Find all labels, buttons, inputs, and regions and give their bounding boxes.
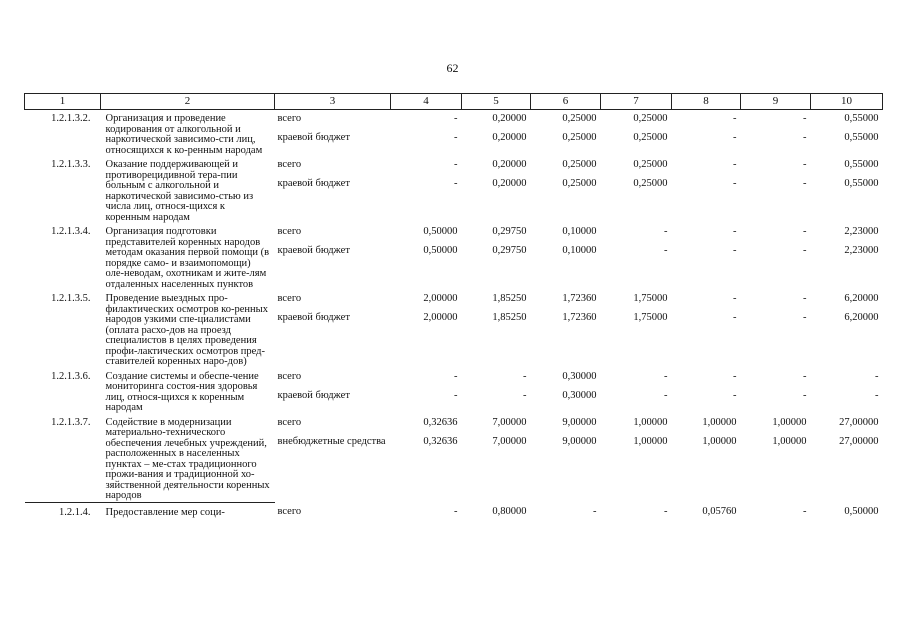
value: - <box>733 113 737 124</box>
value: 0,80000 <box>492 506 527 517</box>
value: - <box>733 178 737 189</box>
table-row <box>25 290 883 368</box>
value-cell <box>601 502 672 526</box>
value-cell <box>391 290 462 368</box>
value: 7,00000 <box>492 416 527 428</box>
column-header: 2 <box>101 94 275 110</box>
funding-kind: краевой бюджет <box>277 245 350 256</box>
value: 9,00000 <box>562 416 597 428</box>
value-cell <box>531 502 601 526</box>
value: - <box>803 178 807 189</box>
funding-kind-cell <box>275 110 391 157</box>
value: 1,75000 <box>633 293 668 304</box>
column-header: 6 <box>531 94 601 110</box>
value: 7,00000 <box>492 435 527 447</box>
funding-kind: всего <box>277 293 302 304</box>
value: 1,72360 <box>562 312 597 323</box>
value-cell <box>811 502 883 526</box>
value: - <box>523 370 527 382</box>
page-number: 62 <box>446 61 459 75</box>
table-row <box>25 223 883 290</box>
value-cell <box>811 290 883 368</box>
value: - <box>454 159 458 170</box>
value-cell <box>741 502 811 526</box>
row-code: 1.2.1.4. <box>25 502 101 526</box>
table-body <box>25 110 883 527</box>
column-header: 7 <box>601 94 672 110</box>
column-header: 3 <box>275 94 391 110</box>
value: - <box>803 506 807 517</box>
value: 1,72360 <box>562 293 597 304</box>
value: 27,00000 <box>839 416 879 428</box>
funding-kind-cell <box>275 368 391 414</box>
value: 27,00000 <box>839 435 879 447</box>
value: - <box>875 370 879 382</box>
funding-kind: всего <box>277 506 302 517</box>
funding-kind: всего <box>277 226 302 237</box>
value-cell <box>741 110 811 157</box>
column-header: 10 <box>811 94 883 110</box>
funding-kind-cell <box>275 502 391 526</box>
value: - <box>803 132 807 143</box>
column-header: 1 <box>25 94 101 110</box>
value: 1,85250 <box>492 312 527 323</box>
column-header: 8 <box>672 94 741 110</box>
table-row <box>25 156 883 223</box>
value-cell <box>672 223 741 290</box>
value: - <box>454 113 458 124</box>
table-row <box>25 414 883 503</box>
value: 1,00000 <box>702 416 737 428</box>
value-cell <box>462 290 531 368</box>
row-name: Проведение выездных про-филактических осмотров ко-ренных народов узкими спе-циалистами (оплата расхо-дов на проезд специалистов в целях проведения профи-лактических осмотров пред-ставителей коренных наро-дов) <box>105 293 268 367</box>
value: - <box>454 506 458 517</box>
value-cell <box>531 290 601 368</box>
value: 6,20000 <box>844 312 879 323</box>
value-cell <box>601 414 672 503</box>
value: 1,00000 <box>633 435 668 447</box>
value: - <box>803 226 807 237</box>
value-cell <box>391 156 462 223</box>
value: 0,10000 <box>562 226 597 237</box>
funding-kind: краевой бюджет <box>277 178 350 189</box>
value-cell <box>462 223 531 290</box>
funding-kind: краевой бюджет <box>277 389 350 401</box>
value: - <box>875 389 879 401</box>
funding-kind: всего <box>277 113 302 124</box>
value-cell <box>672 156 741 223</box>
table-row <box>25 502 883 526</box>
value: 0,55000 <box>844 178 879 189</box>
value: 1,00000 <box>772 435 807 447</box>
value: 0,25000 <box>633 113 668 124</box>
value: 0,25000 <box>562 159 597 170</box>
row-code: 1.2.1.3.4. <box>51 226 91 237</box>
value: 2,00000 <box>423 293 458 304</box>
value: 0,32636 <box>423 416 458 428</box>
value-cell <box>741 368 811 414</box>
value: 0,50000 <box>844 506 879 517</box>
value: 0,29750 <box>492 245 527 256</box>
value: 0,25000 <box>562 178 597 189</box>
row-name: Организация и проведение кодирования от алкогольной и наркотической зависимо-сти лиц, относящихся к ко-ренным народам <box>105 113 263 156</box>
value: 0,25000 <box>562 113 597 124</box>
value: 0,30000 <box>562 389 597 401</box>
value-cell <box>811 156 883 223</box>
value: 2,23000 <box>844 226 879 237</box>
value: - <box>664 370 668 382</box>
value-cell <box>462 110 531 157</box>
value-cell <box>741 290 811 368</box>
column-header: 9 <box>741 94 811 110</box>
value-cell <box>601 110 672 157</box>
value: - <box>454 370 458 382</box>
value: - <box>523 389 527 401</box>
value: - <box>733 312 737 323</box>
value-cell <box>391 368 462 414</box>
value: - <box>803 293 807 304</box>
funding-kind: всего <box>277 370 302 382</box>
value: 2,00000 <box>423 312 458 323</box>
value-cell <box>462 156 531 223</box>
row-name: Предоставление мер соци- <box>101 502 275 526</box>
value: 0,25000 <box>562 132 597 143</box>
row-name: Создание системы и обеспе-чение мониторинга состоя-ния здоровья лиц, относя-щихся к коренным народам <box>105 370 259 413</box>
value-cell <box>672 368 741 414</box>
value: 0,29750 <box>492 226 527 237</box>
value: 1,00000 <box>702 435 737 447</box>
value-cell <box>601 223 672 290</box>
value-cell <box>672 290 741 368</box>
value: 0,20000 <box>492 159 527 170</box>
row-name: Содействие в модернизации материально-технического обеспечения лечебных учреждений, расположенных в населенных пунктах – ме-стах традиционного прожи-вания и традиционной хо-зяйственной деятельности коренных народов <box>105 416 270 501</box>
row-name: Организация подготовки представителей коренных народов методам оказания первой помощи (в порядке само- и взаимопомощи) оле-неводам, охотникам и жите-лям отдаленных населенных пунктов <box>105 226 270 290</box>
value: - <box>733 370 737 382</box>
value-cell <box>741 223 811 290</box>
value: 0,05760 <box>702 506 737 517</box>
value: 0,55000 <box>844 159 879 170</box>
value: 0,55000 <box>844 113 879 124</box>
funding-kind-cell <box>275 223 391 290</box>
value: 0,50000 <box>423 226 458 237</box>
value-cell <box>741 156 811 223</box>
row-name: Оказание поддерживающей и противорецидивной тера-пии больным с алкогольной и наркотической зависимо-стью из числа лиц, относя-щихся к коренным народам <box>105 159 254 223</box>
funding-kind: всего <box>277 416 302 428</box>
value: - <box>733 245 737 256</box>
value: - <box>803 312 807 323</box>
value: 6,20000 <box>844 293 879 304</box>
row-code: 1.2.1.3.2. <box>51 113 91 124</box>
value: - <box>733 293 737 304</box>
value-cell <box>462 414 531 503</box>
value: 0,55000 <box>844 132 879 143</box>
value-cell <box>391 414 462 503</box>
row-code: 1.2.1.3.5. <box>51 293 91 304</box>
value: 1,85250 <box>492 293 527 304</box>
value: 2,23000 <box>844 245 879 256</box>
value-cell <box>391 110 462 157</box>
value: - <box>803 159 807 170</box>
value-cell <box>391 502 462 526</box>
budget-table <box>24 93 883 526</box>
value-cell <box>391 223 462 290</box>
value: 0,25000 <box>633 132 668 143</box>
value: - <box>733 389 737 401</box>
row-code: 1.2.1.3.3. <box>51 159 91 170</box>
value: - <box>803 245 807 256</box>
column-header: 5 <box>462 94 531 110</box>
value: 1,75000 <box>633 312 668 323</box>
value: - <box>733 159 737 170</box>
value: 0,25000 <box>633 178 668 189</box>
value: 0,20000 <box>492 132 527 143</box>
column-numbers-row <box>25 94 883 110</box>
value-cell <box>462 368 531 414</box>
value: - <box>803 370 807 382</box>
value: 0,32636 <box>423 435 458 447</box>
value-cell <box>672 110 741 157</box>
value-cell <box>741 414 811 503</box>
value-cell <box>462 502 531 526</box>
value-cell <box>811 414 883 503</box>
value: 1,00000 <box>772 416 807 428</box>
value-cell <box>672 414 741 503</box>
value-cell <box>531 223 601 290</box>
value: 9,00000 <box>562 435 597 447</box>
value: 0,20000 <box>492 178 527 189</box>
value: - <box>593 506 597 517</box>
value: 0,30000 <box>562 370 597 382</box>
value-cell <box>672 502 741 526</box>
value: 0,20000 <box>492 113 527 124</box>
funding-kind-cell <box>275 156 391 223</box>
value: - <box>454 132 458 143</box>
value: 0,50000 <box>423 245 458 256</box>
funding-kind: краевой бюджет <box>277 132 350 143</box>
value-cell <box>531 156 601 223</box>
table-row <box>25 110 883 157</box>
value: - <box>454 178 458 189</box>
value: 0,10000 <box>562 245 597 256</box>
funding-kind: внебюджетные средства <box>277 435 386 447</box>
value: 1,00000 <box>633 416 668 428</box>
funding-kind: краевой бюджет <box>277 312 350 323</box>
value: - <box>803 113 807 124</box>
row-code: 1.2.1.3.6. <box>51 370 91 382</box>
value-cell <box>811 368 883 414</box>
value-cell <box>601 368 672 414</box>
value-cell <box>811 223 883 290</box>
value: - <box>664 506 668 517</box>
row-code: 1.2.1.3.7. <box>51 416 91 428</box>
funding-kind: всего <box>277 159 302 170</box>
value-cell <box>811 110 883 157</box>
funding-kind-cell <box>275 290 391 368</box>
value-cell <box>531 414 601 503</box>
value: - <box>664 389 668 401</box>
value: 0,25000 <box>633 159 668 170</box>
value: - <box>733 132 737 143</box>
value: - <box>664 226 668 237</box>
funding-kind-cell <box>275 414 391 503</box>
value: - <box>454 389 458 401</box>
value-cell <box>531 368 601 414</box>
value: - <box>803 389 807 401</box>
value: - <box>733 226 737 237</box>
value: - <box>664 245 668 256</box>
table-row <box>25 368 883 414</box>
value-cell <box>531 110 601 157</box>
column-header: 4 <box>391 94 462 110</box>
value-cell <box>601 156 672 223</box>
value-cell <box>601 290 672 368</box>
